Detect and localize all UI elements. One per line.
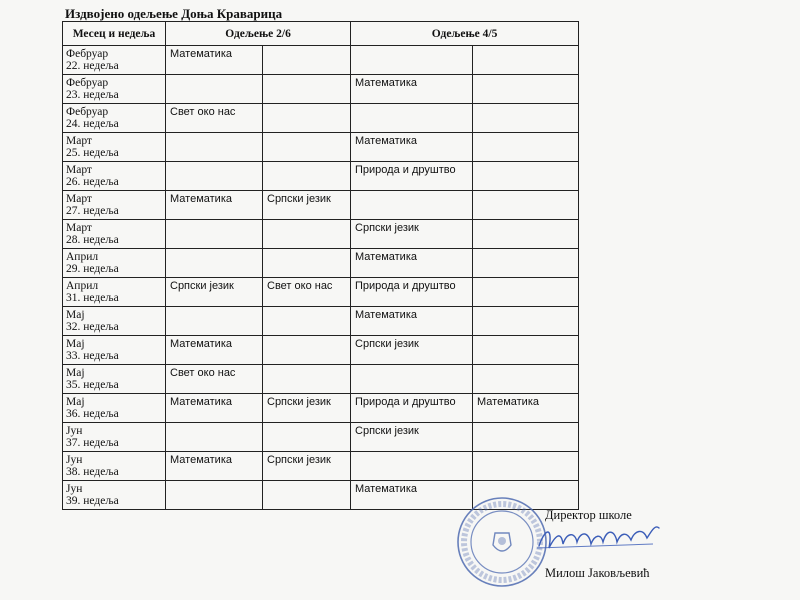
subject-cell <box>351 336 473 365</box>
subject-label: Природа и друштво <box>355 280 456 292</box>
subject-cell <box>351 249 473 278</box>
subject-label <box>166 133 262 135</box>
subject-label <box>263 336 350 338</box>
subject-label <box>351 191 472 193</box>
subject-label <box>263 162 350 164</box>
month-label: Март <box>66 164 92 176</box>
week-label: 22. недеља <box>66 60 119 72</box>
subject-label: Математика <box>170 48 232 60</box>
table-row <box>63 220 579 249</box>
subject-label <box>166 481 262 483</box>
subject-cell <box>351 278 473 307</box>
subject-label <box>263 75 350 77</box>
subject-cell <box>351 46 473 75</box>
subject-cell <box>166 249 263 278</box>
month-label: Март <box>66 193 92 205</box>
week-label: 25. недеља <box>66 147 119 159</box>
month-label: Мај <box>66 367 85 379</box>
subject-cell <box>263 423 351 452</box>
subject-label <box>473 452 578 454</box>
subject-cell <box>263 162 351 191</box>
month-label: Фебруар <box>66 48 109 60</box>
subject-label <box>473 104 578 106</box>
month-label: Март <box>66 135 92 147</box>
subject-cell <box>166 452 263 481</box>
subject-label: Српски језик <box>267 193 331 205</box>
week-label: 32. недеља <box>66 321 119 333</box>
week-label: 23. недеља <box>66 89 119 101</box>
subject-label <box>473 162 578 164</box>
table-row <box>63 104 579 133</box>
month-label: Март <box>66 222 92 234</box>
subject-label: Српски језик <box>267 396 331 408</box>
subject-cell <box>166 46 263 75</box>
month-label: Јун <box>66 483 83 495</box>
week-label: 26. недеља <box>66 176 119 188</box>
subject-cell <box>473 365 579 394</box>
subject-cell <box>263 133 351 162</box>
subject-label <box>351 365 472 367</box>
subject-cell <box>473 191 579 220</box>
subject-label <box>263 133 350 135</box>
subject-cell <box>473 452 579 481</box>
subject-label: Природа и друштво <box>355 396 456 408</box>
subject-label <box>263 46 350 48</box>
subject-cell <box>166 307 263 336</box>
week-label: 27. недеља <box>66 205 119 217</box>
week-label: 35. недеља <box>66 379 119 391</box>
table-row <box>63 191 579 220</box>
month-label: Мај <box>66 396 85 408</box>
subject-cell <box>263 278 351 307</box>
subject-label: Свет око нас <box>267 280 333 292</box>
subject-cell <box>166 162 263 191</box>
month-week-cell <box>63 336 166 365</box>
month-week-cell <box>63 162 166 191</box>
month-week-cell <box>63 104 166 133</box>
director-name: Милош Јаковљевић <box>545 566 650 580</box>
month-label: Јун <box>66 425 83 437</box>
table-row <box>63 162 579 191</box>
subject-cell <box>263 220 351 249</box>
subject-cell <box>351 365 473 394</box>
month-label: Јун <box>66 454 83 466</box>
month-label: Фебруар <box>66 106 109 118</box>
month-week-cell <box>63 307 166 336</box>
month-week-cell <box>63 394 166 423</box>
week-label: 37. недеља <box>66 437 119 449</box>
subject-cell <box>351 423 473 452</box>
subject-label: Математика <box>170 454 232 466</box>
subject-label <box>263 307 350 309</box>
table-row <box>63 423 579 452</box>
subject-cell <box>351 307 473 336</box>
subject-cell <box>351 133 473 162</box>
subject-label: Српски језик <box>355 222 419 234</box>
subject-cell <box>473 162 579 191</box>
subject-cell <box>351 75 473 104</box>
month-label: Април <box>66 251 99 263</box>
month-week-cell <box>63 452 166 481</box>
subject-label <box>166 162 262 164</box>
month-label: Мај <box>66 338 85 350</box>
subject-label <box>473 75 578 77</box>
month-week-cell <box>63 249 166 278</box>
subject-label <box>263 104 350 106</box>
subject-label <box>473 481 578 483</box>
subject-label: Математика <box>477 396 540 408</box>
subject-label <box>263 249 350 251</box>
week-label: 33. недеља <box>66 350 119 362</box>
subject-cell <box>166 133 263 162</box>
subject-cell <box>263 336 351 365</box>
subject-label <box>263 220 350 222</box>
subject-cell <box>263 191 351 220</box>
subject-label <box>166 249 262 251</box>
table-row <box>63 452 579 481</box>
subject-label <box>473 220 578 222</box>
subject-cell <box>473 336 579 365</box>
subject-label: Српски језик <box>170 280 234 292</box>
subject-cell <box>263 394 351 423</box>
subject-label <box>166 220 262 222</box>
month-week-cell <box>63 278 166 307</box>
subject-label <box>473 46 578 48</box>
month-week-cell <box>63 365 166 394</box>
subject-label: Српски језик <box>355 425 419 437</box>
table-header-row <box>63 22 579 46</box>
subject-label <box>473 365 578 367</box>
week-label: 38. недеља <box>66 466 119 478</box>
subject-label: Српски језик <box>355 338 419 350</box>
month-label: Мај <box>66 309 85 321</box>
subject-label: Математика <box>170 396 232 408</box>
subject-label: Природа и друштво <box>355 164 456 176</box>
director-title: Директор школе <box>545 508 632 522</box>
table-row <box>63 133 579 162</box>
month-week-cell <box>63 46 166 75</box>
subject-label <box>473 133 578 135</box>
month-week-cell <box>63 220 166 249</box>
subject-label <box>473 336 578 338</box>
subject-cell <box>263 307 351 336</box>
table-row <box>63 336 579 365</box>
subject-cell <box>473 423 579 452</box>
week-label: 39. недеља <box>66 495 119 507</box>
week-label: 31. недеља <box>66 292 119 304</box>
subject-label <box>473 307 578 309</box>
subject-cell <box>166 278 263 307</box>
table-row <box>63 307 579 336</box>
table-row <box>63 278 579 307</box>
subject-label <box>473 249 578 251</box>
month-week-cell <box>63 75 166 104</box>
subject-label: Свет око нас <box>170 106 236 118</box>
month-label: Април <box>66 280 99 292</box>
schedule-table <box>62 21 579 510</box>
subject-cell <box>351 394 473 423</box>
subject-label <box>166 307 262 309</box>
subject-cell <box>166 336 263 365</box>
subject-label: Српски језик <box>267 454 331 466</box>
subject-cell <box>473 278 579 307</box>
handwritten-signature-icon <box>535 518 665 558</box>
week-label: 28. недеља <box>66 234 119 246</box>
subject-cell <box>473 394 579 423</box>
subject-cell <box>166 75 263 104</box>
table-row <box>63 394 579 423</box>
subject-cell <box>351 220 473 249</box>
subject-label <box>351 104 472 106</box>
subject-cell <box>263 104 351 133</box>
subject-cell <box>351 104 473 133</box>
subject-label <box>473 191 578 193</box>
subject-cell <box>166 423 263 452</box>
subject-label <box>473 278 578 280</box>
subject-cell <box>166 481 263 510</box>
table-row <box>63 249 579 278</box>
subject-cell <box>473 46 579 75</box>
subject-label: Математика <box>355 135 418 147</box>
subject-cell <box>166 191 263 220</box>
month-week-cell <box>63 133 166 162</box>
week-label: 24. недеља <box>66 118 119 130</box>
header-class-4-5: Одељење 4/5 <box>351 22 579 46</box>
document-title: Издвојено одељење Доња Краварица <box>65 6 283 21</box>
subject-label <box>351 46 472 48</box>
subject-label <box>351 452 472 454</box>
signature-block <box>545 508 650 580</box>
subject-cell <box>473 307 579 336</box>
subject-label: Математика <box>355 309 418 321</box>
subject-label: Математика <box>355 251 418 263</box>
month-week-cell <box>63 481 166 510</box>
subject-cell <box>263 46 351 75</box>
subject-label: Математика <box>170 338 232 350</box>
subject-cell <box>166 220 263 249</box>
subject-label <box>473 423 578 425</box>
subject-cell <box>473 104 579 133</box>
week-label: 36. недеља <box>66 408 119 420</box>
subject-cell <box>473 249 579 278</box>
subject-cell <box>473 133 579 162</box>
subject-cell <box>263 481 351 510</box>
month-week-cell <box>63 423 166 452</box>
subject-label <box>166 75 262 77</box>
subject-label: Математика <box>355 483 418 495</box>
subject-cell <box>473 75 579 104</box>
subject-label: Математика <box>170 193 232 205</box>
subject-cell <box>351 191 473 220</box>
month-label: Фебруар <box>66 77 109 89</box>
subject-cell <box>263 452 351 481</box>
subject-cell <box>263 249 351 278</box>
subject-cell <box>263 365 351 394</box>
subject-label <box>166 423 262 425</box>
subject-cell <box>166 104 263 133</box>
table-row <box>63 365 579 394</box>
subject-cell <box>263 75 351 104</box>
subject-label <box>263 365 350 367</box>
table-row <box>63 75 579 104</box>
subject-cell <box>166 365 263 394</box>
header-month-week: Месец и недеља <box>63 22 166 46</box>
subject-label <box>263 423 350 425</box>
subject-cell <box>166 394 263 423</box>
header-class-2-6: Одељење 2/6 <box>166 22 351 46</box>
table-row <box>63 46 579 75</box>
subject-label <box>263 481 350 483</box>
subject-cell <box>473 220 579 249</box>
week-label: 29. недеља <box>66 263 119 275</box>
subject-cell <box>351 452 473 481</box>
subject-label: Свет око нас <box>170 367 236 379</box>
subject-label: Математика <box>355 77 418 89</box>
subject-cell <box>351 162 473 191</box>
month-week-cell <box>63 191 166 220</box>
